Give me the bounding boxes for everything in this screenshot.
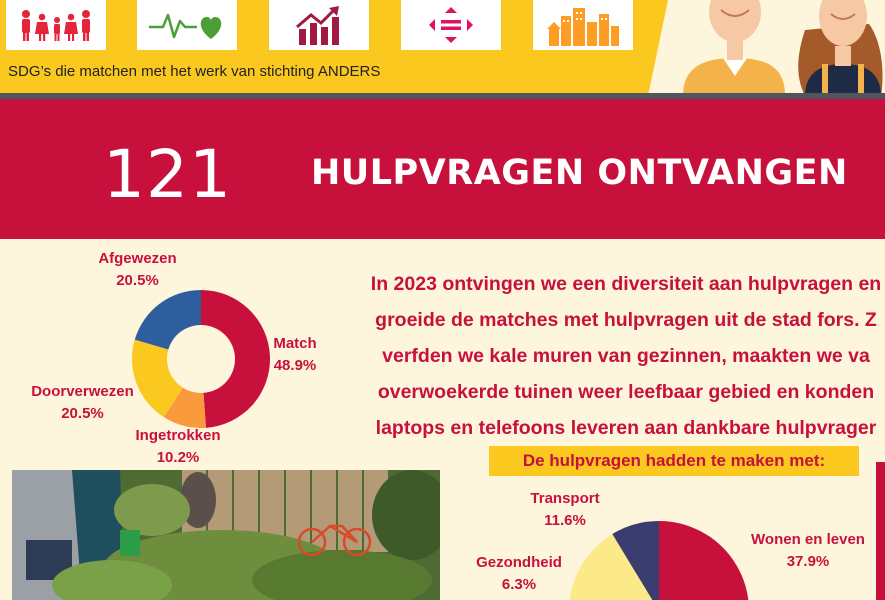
health-pulse-icon — [147, 7, 227, 43]
intro-line: groeide de matches met hulpvragen uit de stad fors. Z — [375, 309, 877, 331]
sdg-tile-city — [533, 0, 633, 50]
garden-photo-illustration — [12, 470, 440, 600]
intro-line: laptops en telefoons leveren aan dankbare hulpvrager — [375, 417, 877, 439]
header-title: HULPVRAGEN ONTVANGEN — [311, 153, 848, 193]
intro-line: overwoekerde tuinen weer leefbaar gebied en konden — [377, 381, 875, 403]
pie-label-transport-name: Transport — [530, 490, 600, 507]
donut-label-doorverwezen — [20, 381, 145, 425]
donut-label-afgewezen — [85, 248, 190, 292]
donut-label-afgewezen-value: 20.5% — [116, 272, 159, 289]
category-pie-chart — [568, 520, 750, 600]
donut-label-doorverwezen-value: 20.5% — [61, 405, 104, 422]
pie-label-gezondheid — [460, 552, 578, 596]
donut-slice-3 — [135, 290, 201, 349]
donut-label-ingetrokken-name: Ingetrokken — [135, 427, 221, 444]
request-count: 121 — [103, 136, 232, 213]
city-buildings-icon — [543, 4, 623, 46]
intro-line: In 2023 ontvingen we een diversiteit aan hulpvragen en — [370, 273, 882, 295]
pie-label-transport — [510, 488, 620, 532]
sdg-tile-equality — [401, 0, 501, 50]
categories-subheading: De hulpvragen hadden te maken met: — [489, 446, 859, 476]
donut-label-match-name: Match — [273, 335, 317, 352]
equality-arrows-icon — [421, 5, 481, 45]
intro-line: verfden we kale muren van gezinnen, maakten we va — [382, 345, 870, 367]
sdg-tile-family — [6, 0, 106, 50]
sdg-tile-growth — [269, 0, 369, 50]
garden-photo — [12, 470, 440, 600]
people-illustration — [655, 0, 885, 96]
donut-slice-0 — [201, 290, 270, 428]
pie-label-wonen-value: 37.9% — [786, 553, 830, 570]
donut-label-doorverwezen-name: Doorverwezen — [31, 383, 134, 400]
pie-label-wonen — [738, 529, 878, 573]
donut-label-ingetrokken-value: 10.2% — [156, 449, 200, 466]
sdg-caption: SDG’s die matchen met het werk van stichting ANDERS — [8, 63, 381, 80]
family-icon — [16, 8, 96, 42]
donut-label-match — [265, 333, 325, 377]
donut-label-ingetrokken — [120, 425, 236, 469]
right-accent-bar — [876, 462, 885, 600]
sdg-tile-health — [137, 0, 237, 50]
sdg-banner — [0, 0, 885, 96]
growth-chart-icon — [289, 5, 349, 45]
pie-label-gezondheid-name: Gezondheid — [476, 554, 562, 571]
donut-label-match-value: 48.9% — [273, 357, 317, 374]
pie-label-gezondheid-value: 6.3% — [501, 576, 537, 593]
intro-paragraph — [326, 266, 885, 446]
pie-label-transport-value: 11.6% — [544, 512, 586, 529]
status-donut-chart — [130, 288, 272, 430]
pie-label-wonen-name: Wonen en leven — [751, 531, 865, 548]
donut-label-afgewezen-name: Afgewezen — [98, 250, 177, 267]
